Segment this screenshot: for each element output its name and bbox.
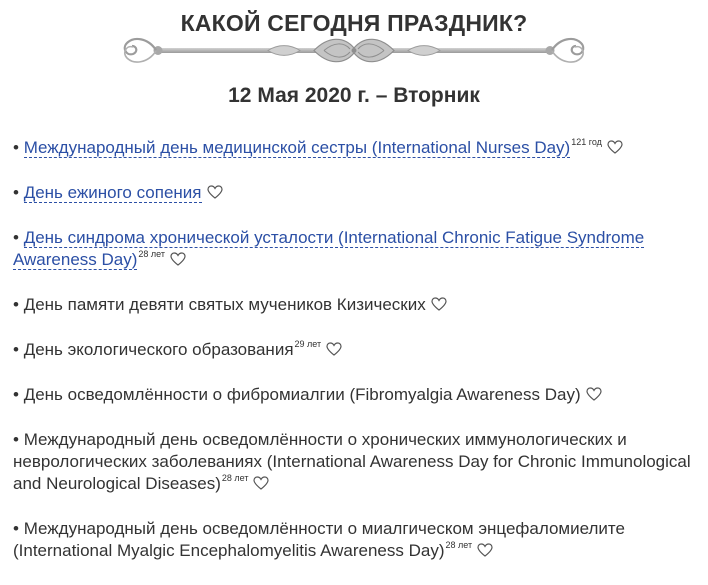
- page-title: КАКОЙ СЕГОДНЯ ПРАЗДНИК?: [180, 10, 528, 36]
- holiday-age: 28 лет: [445, 540, 473, 550]
- date-heading: 12 Мая 2020 г. – Вторник: [228, 84, 480, 107]
- holiday-item: [13, 384, 703, 406]
- ornamental-divider-icon: [118, 34, 590, 68]
- holiday-link[interactable]: День синдрома хронической усталости (International Chronic Fatigue Syndrome Awareness Day): [13, 228, 645, 269]
- heart-outline-icon[interactable]: [253, 476, 269, 490]
- holiday-name: Международный день осведомлённости о хронических иммунологических и неврологических заболеваниях (International Awareness Day for Chronic Immunological and Neurological Diseases): [13, 430, 691, 493]
- holiday-item: [13, 227, 703, 271]
- holiday-age: 121 год: [571, 137, 602, 147]
- bullet: •: [13, 138, 24, 157]
- heart-outline-icon[interactable]: [207, 185, 223, 199]
- bullet: •: [13, 385, 24, 404]
- holiday-item: [13, 518, 703, 562]
- heart-outline-icon[interactable]: [607, 140, 623, 154]
- holiday-age: 28 лет: [221, 473, 249, 483]
- holiday-link[interactable]: Международный день медицинской сестры (International Nurses Day): [23, 138, 571, 157]
- heart-outline-icon[interactable]: [586, 387, 602, 401]
- heart-outline-icon[interactable]: [431, 297, 447, 311]
- holiday-age: 29 лет: [294, 339, 322, 349]
- bullet: •: [13, 340, 24, 359]
- holiday-list: [13, 137, 703, 585]
- holiday-name: День экологического образования: [23, 340, 294, 359]
- holiday-item: [13, 429, 703, 495]
- bullet: •: [13, 430, 24, 449]
- holiday-item: [13, 294, 703, 316]
- bullet: •: [13, 228, 24, 247]
- holiday-age: 28 лет: [138, 249, 165, 259]
- heart-outline-icon[interactable]: [326, 342, 342, 356]
- holiday-item: [13, 182, 703, 204]
- holiday-item: [13, 137, 703, 159]
- bullet: •: [13, 519, 24, 538]
- bullet: •: [13, 295, 24, 314]
- heart-outline-icon[interactable]: [170, 252, 186, 266]
- holiday-link[interactable]: День ежиного сопения: [23, 183, 202, 202]
- heart-outline-icon[interactable]: [477, 543, 493, 557]
- holiday-item: [13, 339, 703, 361]
- bullet: •: [13, 183, 24, 202]
- holiday-name: День осведомлённости о фибромиалгии (Fibromyalgia Awareness Day): [23, 385, 581, 404]
- holiday-name: День памяти девяти святых мучеников Кизических: [23, 295, 426, 314]
- holiday-name: Международный день осведомлённости о миалгическом энцефаломиелите (International Myalgic Encephalomyelitis Awareness Day): [13, 519, 625, 560]
